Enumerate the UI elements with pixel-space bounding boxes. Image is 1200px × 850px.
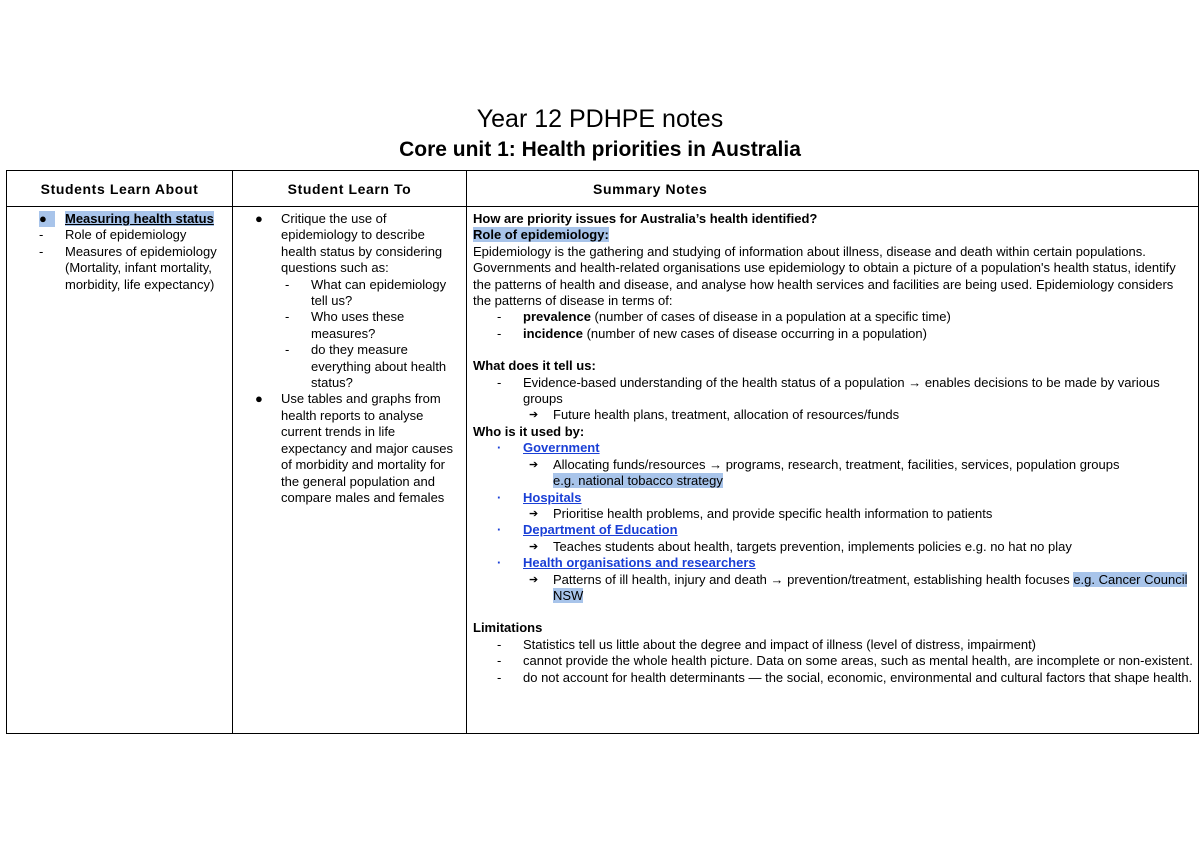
notes-table (6, 170, 1199, 734)
prevalence-definition: (number of cases of disease in a population at a specific time) (590, 309, 951, 325)
learn-to-cell (233, 207, 467, 734)
dot-marker: · (497, 489, 502, 505)
arrow-marker: ➔ (529, 540, 539, 553)
header-summary-notes: Summary Notes (467, 171, 1199, 207)
summary-notes-cell (467, 207, 1199, 734)
arrow-marker: ➔ (529, 409, 539, 422)
health-orgs-link[interactable]: Health organisations and researchers (523, 555, 756, 571)
learn-about-item (39, 227, 228, 243)
learn-to-item-text: Use tables and graphs from health reports to analyse current trends in life expectancy and major causes of morbidity and mortality for the general population and compare males and females (281, 391, 453, 505)
limitation-text: Statistics tell us little about the degree and impact of illness (level of distress, impairment) (523, 636, 1037, 652)
dash-marker: - (285, 276, 290, 292)
prevalence-item (473, 309, 1194, 325)
limitation-text: do not account for health determinants — the social, economic, environmental and cultural factors that shape health. (523, 669, 1193, 685)
arrow-marker: ➔ (529, 573, 539, 586)
role-heading: Role of epidemiology: (473, 227, 609, 243)
user-education (473, 522, 1194, 538)
arrow-marker: ➔ (529, 458, 539, 471)
education-link[interactable]: Department of Education (523, 522, 678, 538)
learn-about-item-text: Measures of epidemiology (Mortality, infant mortality, morbidity, life expectancy) (65, 243, 217, 292)
health-orgs-subitem (473, 572, 1194, 605)
health-orgs-subitem-text: Patterns of ill health, injury and death → prevention/treatment, establishing health focuses (553, 571, 1074, 587)
limitation-text: cannot provide the whole health picture. Data on some areas, such as mental health, are incomplete or non-existent. (523, 653, 1193, 669)
limitation-item (473, 637, 1194, 653)
government-example: e.g. national tobacco strategy (553, 473, 723, 489)
incidence-term: incidence (523, 325, 583, 341)
tell-subitem-text: Future health plans, treatment, allocation of resources/funds (553, 407, 900, 423)
dash-marker: - (497, 325, 502, 341)
dash-marker: - (497, 636, 502, 652)
learn-to-subitem-text: Who uses these measures? (311, 309, 405, 341)
tell-heading: What does it tell us: (473, 358, 596, 374)
learn-to-subitem-text: What can epidemiology tell us? (311, 276, 447, 309)
education-subitem (473, 539, 1194, 555)
learn-to-item-text: Critique the use of epidemiology to describe health status by considering questions such as: (281, 211, 443, 276)
dash-marker: - (497, 309, 502, 325)
education-subitem-text: Teaches students about health, targets prevention, implements policies e.g. no hat no play (553, 538, 1072, 554)
learn-to-item (255, 391, 462, 506)
arrow-marker: ➔ (529, 507, 539, 520)
measuring-health-status-heading: Measuring health status (65, 211, 214, 226)
government-link[interactable]: Government (523, 440, 600, 456)
limitation-item (473, 653, 1194, 669)
health-orgs-example: e.g. Cancer Council NSW (553, 571, 1188, 603)
limitation-item (473, 670, 1194, 686)
learn-to-subitem (255, 342, 462, 391)
dash-marker: - (39, 243, 44, 259)
tell-subitem (473, 407, 1194, 423)
bullet-marker: ● (39, 211, 55, 227)
bullet-marker: ● (255, 211, 263, 226)
prevalence-term: prevalence (523, 309, 591, 325)
learn-to-subitem (255, 309, 462, 342)
dash-marker: - (497, 669, 502, 685)
learn-to-subitem (255, 277, 462, 310)
learn-about-main-item (39, 211, 228, 227)
limitations-heading: Limitations (473, 620, 543, 636)
learn-about-item (39, 244, 228, 293)
dot-marker: · (497, 522, 502, 538)
tell-item (473, 375, 1194, 408)
learn-about-item-text: Role of epidemiology (65, 227, 187, 243)
incidence-item (473, 326, 1194, 342)
user-health-orgs (473, 555, 1194, 571)
user-government (473, 440, 1194, 456)
hospitals-subitem-text: Prioritise health problems, and provide specific health information to patients (553, 505, 993, 521)
document-title: Year 12 PDHPE notes (476, 105, 724, 133)
learn-to-subitem-text: do they measure everything about health status? (311, 342, 447, 391)
dash-marker: - (497, 653, 502, 669)
role-text: Epidemiology is the gathering and studying of information about illness, disease and death within certain populations. Governments and health-related organisations use epidemiology to obtain a picture of a population's health status, identify the patterns of health and disease, and analyse how health services and facilities are being used. Epidemiology considers the patterns of disease in terms of: (473, 243, 1176, 309)
tell-item-text: Evidence-based understanding of the health status of a population → enables decisions to be made by various groups (523, 374, 1160, 407)
priority-question: How are priority issues for Australia’s health identified? (473, 211, 818, 226)
dash-marker: - (285, 309, 290, 325)
government-subitem (473, 457, 1194, 490)
bullet-marker: ● (255, 391, 263, 407)
learn-about-cell (7, 207, 233, 734)
dot-marker: · (497, 555, 502, 571)
document-subtitle: Core unit 1: Health priorities in Australia (399, 138, 801, 161)
user-hospitals (473, 490, 1194, 506)
header-learn-about: Students Learn About (7, 171, 233, 207)
hospitals-subitem (473, 506, 1194, 522)
dot-marker: · (497, 440, 502, 456)
hospitals-link[interactable]: Hospitals (523, 489, 582, 505)
header-learn-to: Student Learn To (233, 171, 467, 207)
dash-marker: - (497, 374, 502, 390)
header-row (7, 171, 1199, 207)
learn-to-item (255, 211, 462, 277)
incidence-definition: (number of new cases of disease occurring in a population) (582, 325, 927, 341)
content-row (7, 207, 1199, 734)
government-subitem-text: Allocating funds/resources → programs, research, treatment, facilities, services, population groups (553, 456, 1120, 472)
dash-marker: - (285, 342, 290, 358)
dash-marker: - (39, 227, 44, 243)
used-heading: Who is it used by: (473, 423, 585, 439)
